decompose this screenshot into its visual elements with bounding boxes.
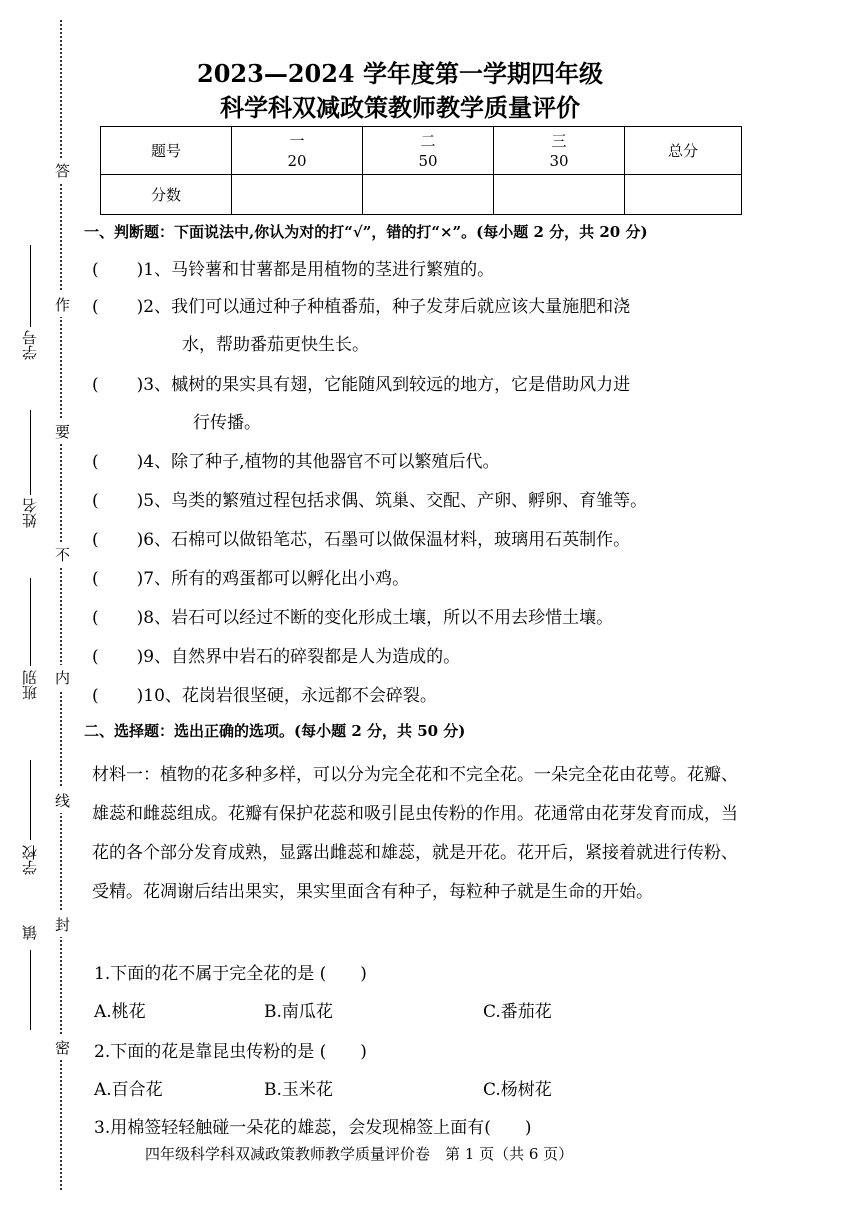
field-underline bbox=[30, 245, 31, 327]
choice-question: 2.下面的花是靠昆虫传粉的是 ( ) bbox=[94, 1042, 367, 1062]
judge-item: ( )7、所有的鸡蛋都可以孵化出小鸡。 bbox=[92, 569, 410, 589]
judge-item: ( )6、石棉可以做铅笔芯，石墨可以做保温材料，玻璃用石英制作。 bbox=[92, 530, 631, 550]
judge-item: ( )10、花岗岩很坚硬，永远都不会碎裂。 bbox=[92, 686, 437, 706]
town-label: 镇 bbox=[21, 925, 39, 940]
judge-item: ( )4、除了种子,植物的其他器官不可以繁殖后代。 bbox=[92, 452, 500, 472]
judge-item: ( )2、我们可以通过种子种植番茄，种子发芽后就应该大量施肥和浇 bbox=[92, 297, 631, 317]
field-underline bbox=[30, 410, 31, 495]
seal-char: 封 bbox=[55, 912, 70, 937]
section-one-header: 一 20 bbox=[232, 127, 363, 175]
field-underline bbox=[30, 578, 31, 666]
section1-heading: 一、判断题：下面说法中,你认为对的打“√”，错的打“×”。(每小题 2 分，共 20 分) bbox=[84, 223, 648, 241]
total-label: 总分 bbox=[625, 127, 742, 175]
option-b: B.玉米花 bbox=[264, 1080, 333, 1100]
option-c: C.杨树花 bbox=[483, 1080, 552, 1100]
seal-char: 不 bbox=[55, 542, 70, 567]
score-cell[interactable] bbox=[232, 175, 363, 215]
section-three-header: 三 30 bbox=[494, 127, 625, 175]
choice-question: 1.下面的花不属于完全花的是 ( ) bbox=[94, 964, 367, 984]
seal-char: 线 bbox=[55, 788, 70, 813]
judge-item: ( )8、岩石可以经过不断的变化形成土壤，所以不用去珍惜土壤。 bbox=[92, 608, 614, 628]
score-cell[interactable] bbox=[625, 175, 742, 215]
judge-item-cont: 行传播。 bbox=[193, 413, 261, 433]
name-label: 姓名 bbox=[21, 498, 39, 528]
binding-dotted-line bbox=[60, 20, 62, 1190]
student-id-label: 学号 bbox=[21, 330, 39, 360]
judge-item: ( )5、鸟类的繁殖过程包括求偶、筑巢、交配、产卵、孵卵、育雏等。 bbox=[92, 491, 648, 511]
school-label: 学校 bbox=[21, 845, 39, 875]
judge-item-cont: 水，帮助番茄更快生长。 bbox=[182, 335, 369, 355]
material-paragraph: 材料一：植物的花多种多样，可以分为完全花和不完全花。一朵完全花由花萼。花瓣、雄蕊和雌蕊组成。花瓣有保护花蕊和吸引昆虫传粉的作用。花通常由花芽发育而成，当花的各个部分发育成熟，显露出雌蕊和雄蕊，就是开花。花开后，紧接着就进行传粉、受精。花凋谢后结出果实，果实里面含有种子，每粒种子就是生命的开始。 bbox=[92, 765, 738, 902]
section2-heading: 二、选择题：选出正确的选项。(每小题 2 分，共 50 分) bbox=[84, 722, 466, 740]
seal-char: 答 bbox=[55, 158, 70, 183]
seal-char: 内 bbox=[55, 665, 70, 690]
judge-item: ( )1、马铃薯和甘薯都是用植物的茎进行繁殖的。 bbox=[92, 260, 495, 280]
field-underline bbox=[30, 760, 31, 840]
choice-question: 3.用棉签轻轻触碰一朵花的雄蕊，会发现棉签上面有( ) bbox=[94, 1118, 532, 1138]
seal-char: 密 bbox=[55, 1035, 70, 1060]
judge-item: ( )3、槭树的果实具有翅，它能随风到较远的地方，它是借助风力进 bbox=[92, 375, 631, 395]
judge-item: ( )9、自然界中岩石的碎裂都是人为造成的。 bbox=[92, 647, 461, 667]
option-a: A.桃花 bbox=[94, 1002, 146, 1022]
score-label: 分数 bbox=[101, 175, 232, 215]
class-label: 班别 bbox=[21, 670, 39, 700]
option-b: B.南瓜花 bbox=[264, 1002, 333, 1022]
seal-char: 作 bbox=[55, 292, 70, 317]
seal-char: 要 bbox=[55, 419, 70, 444]
page-title-line1: 2023—2024 学年度第一学期四年级 bbox=[197, 59, 603, 88]
score-table bbox=[100, 126, 742, 215]
field-underline bbox=[30, 950, 31, 1030]
score-cell[interactable] bbox=[494, 175, 625, 215]
page-footer: 四年级科学科双减政策教师教学质量评价卷 第 1 页（共 6 页） bbox=[145, 1145, 574, 1163]
option-a: A.百合花 bbox=[94, 1080, 163, 1100]
option-c: C.番茄花 bbox=[483, 1002, 552, 1022]
section-two-header: 二 50 bbox=[363, 127, 494, 175]
page-title-line2: 科学科双减政策教师教学质量评价 bbox=[220, 93, 580, 122]
question-number-label: 题号 bbox=[101, 127, 232, 175]
score-cell[interactable] bbox=[363, 175, 494, 215]
